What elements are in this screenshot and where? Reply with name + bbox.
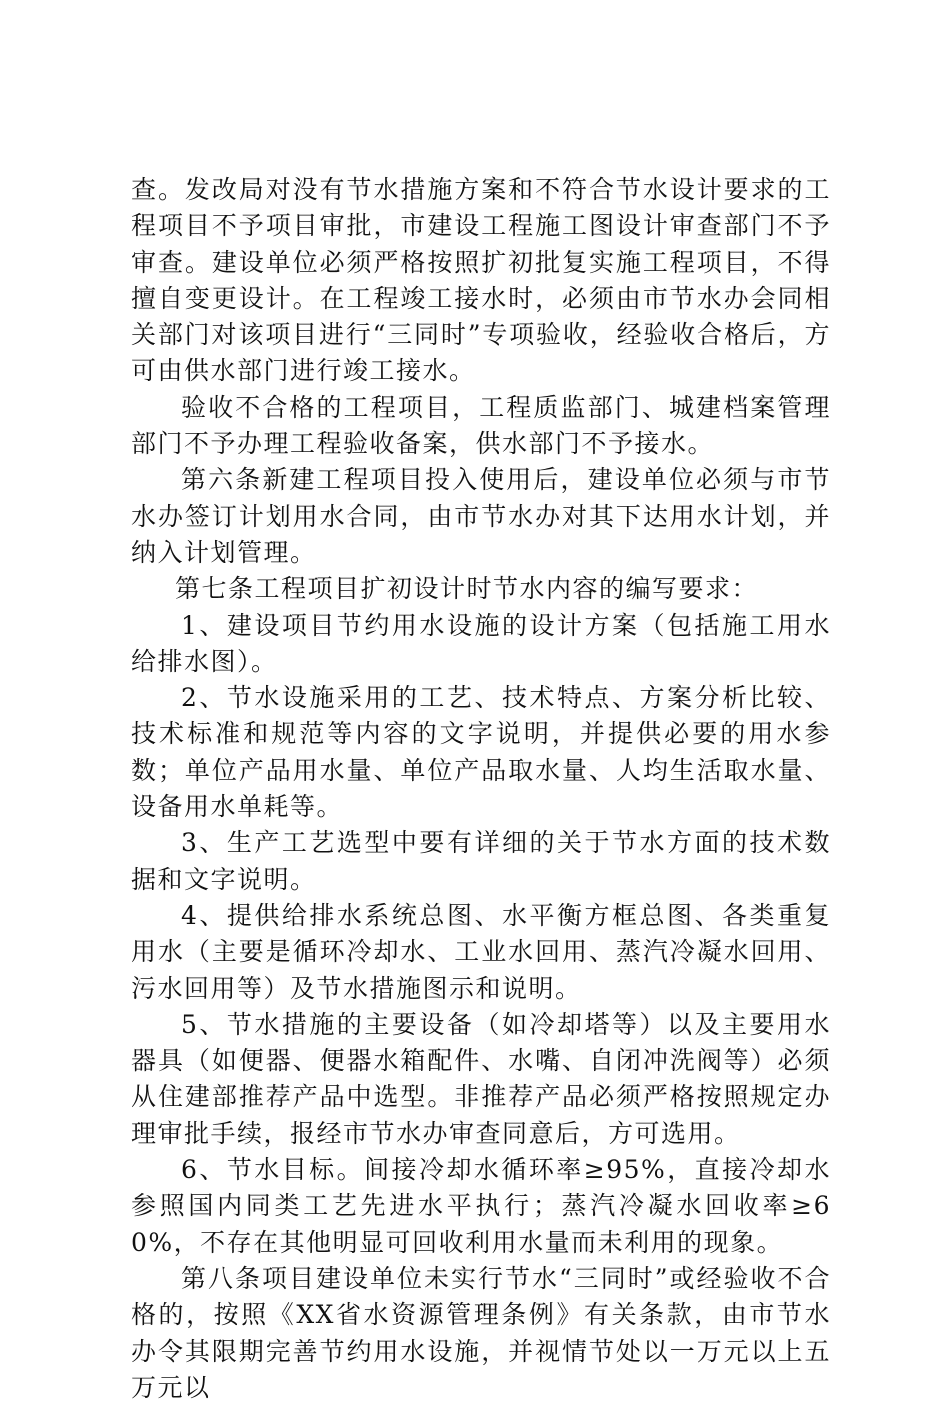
list-item-4: 4、提供给排水系统总图、水平衡方框总图、各类重复用水（主要是循环冷却水、工业水回用、蒸汽冷凝水回用、污水回用等）及节水措施图示和说明。	[131, 900, 831, 1003]
list-item-6: 6、节水目标。间接冷却水循环率≥95%，直接冷却水参照国内同类工艺先进水平执行；蒸汽冷凝水回收率≥60%，不存在其他明显可回收利用水量而未利用的现象。	[131, 1155, 831, 1257]
paragraph-article-6: 第六条新建工程项目投入使用后，建设单位必须与市节水办签订计划用水合同，由市节水办对其下达用水计划，并纳入计划管理。	[131, 465, 831, 567]
paragraph-continuation: 查。发改局对没有节水措施方案和不符合节水设计要求的工程项目不予项目审批，市建设工程施工图设计审查部门不予审查。建设单位必须严格按照扩初批复实施工程项目，不得擅自变更设计。在工程竣工接水时，必须由市节水办会同相关部门对该项目进行“三同时”专项验收，经验收合格后，方可由供水部门进行竣工接水。	[131, 175, 831, 386]
paragraph-acceptance-failure: 验收不合格的工程项目，工程质监部门、城建档案管理部门不予办理工程验收备案，供水部门不予接水。	[131, 392, 831, 459]
list-item-2: 2、节水设施采用的工艺、技术特点、方案分析比较、技术标准和规范等内容的文字说明，并提供必要的用水参数；单位产品用水量、单位产品取水量、人均生活取水量、设备用水单耗等。	[131, 683, 831, 822]
list-item-1: 1、建设项目节约用水设施的设计方案（包括施工用水给排水图）。	[131, 610, 831, 676]
paragraph-article-7: 第七条工程项目扩初设计时节水内容的编写要求：	[175, 574, 759, 604]
paragraph-article-8: 第八条项目建设单位未实行节水“三同时”或经验收不合格的，按照《XX省水资源管理条例》有关条款，由市节水办令其限期完善节约用水设施，并视情节处以一万元以上五万元以	[131, 1263, 831, 1402]
list-item-5: 5、节水措施的主要设备（如冷却塔等）以及主要用水器具（如便器、便器水箱配件、水嘴、自闭冲洗阀等）必须从住建部推荐产品中选型。非推荐产品必须严格按照规定办理审批手续，报经市节水办审查同意后，方可选用。	[131, 1009, 831, 1148]
list-item-3: 3、生产工艺选型中要有详细的关于节水方面的技术数据和文字说明。	[131, 828, 831, 894]
document-body	[131, 172, 831, 1406]
